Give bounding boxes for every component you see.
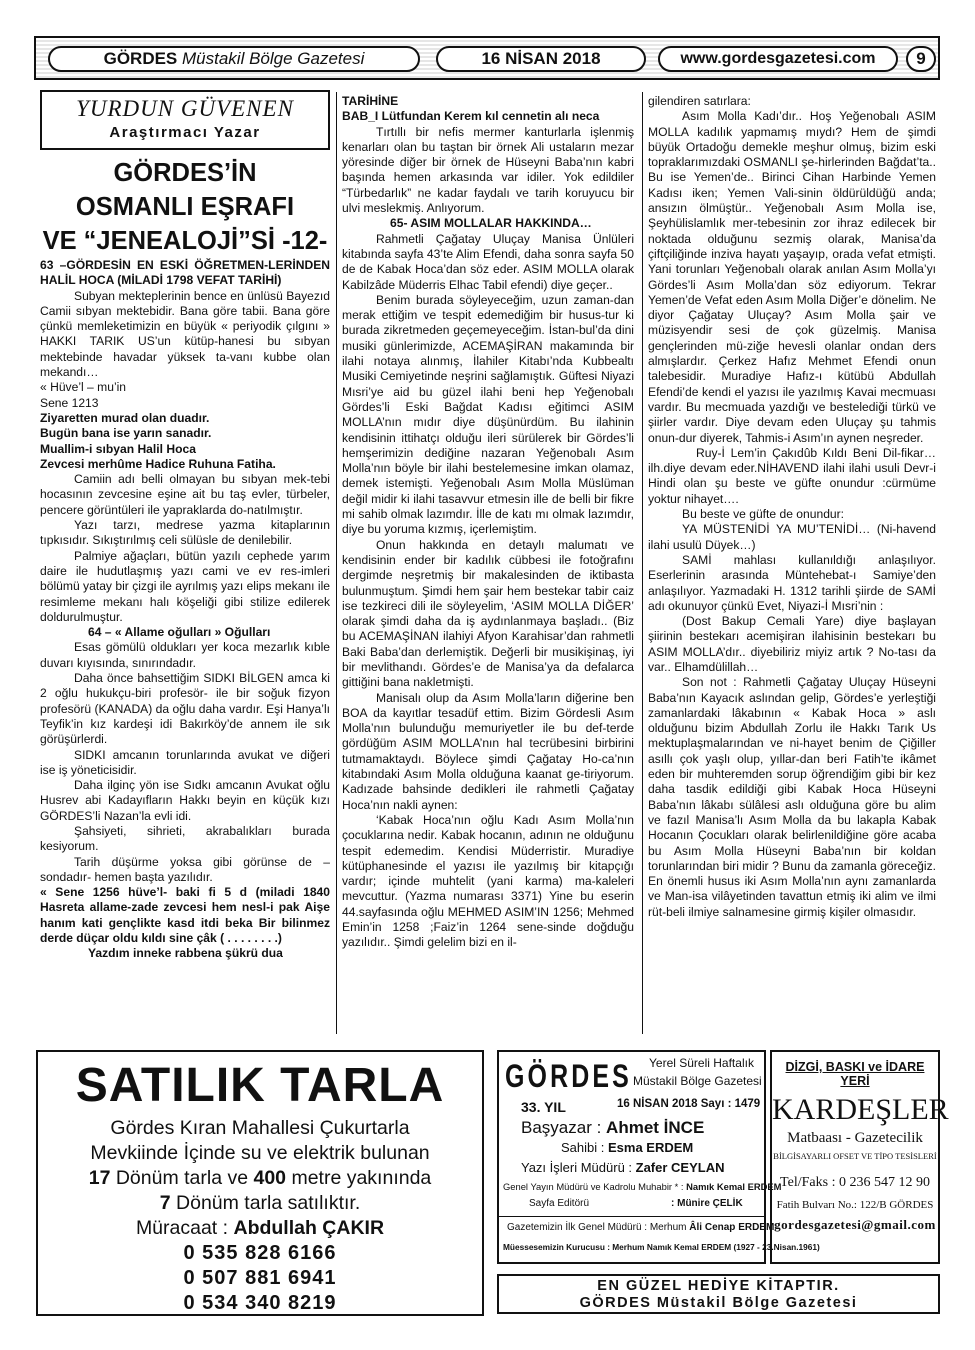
printer-tel[interactable]: Tel/Faks : 0 236 547 12 90 <box>780 1175 930 1190</box>
paragraph: Onun hakkında en detaylı malumatı ve kendisinin ender bir kadılık cübbesi ile fotoğrafını dergimde neşretmiş bir makalesinden de iktibasta bulunmuştum. Şimdi hem şair hem bestekar tabir caiz ise tezkireci dili ile söyleyelim, ‘ASIM MOLLA DİĞER’ olarak şimdi daha da iş aydınlanmaya başladı.. (Biz bu ACEMAŞİNAN ilahiyi Afyon Karahisar’dan rahmetli Baki Baba’dan derlemiştik. Değerli bir musikişinaş, iyi bir mevlithandı. Gördes’e de Manisa’ya da defalarca gittiğini bana nakletmişti. <box>342 537 634 690</box>
paragraph: YA MÜSTENİDİ YA MU’TENİDİ… (Ni-havend ilahi usulü Düyek…) <box>648 522 936 552</box>
header-url[interactable]: www.gordesgazetesi.com <box>658 46 898 72</box>
printer-label: DİZGİ, BASKI ve İDARE YERİ <box>785 1060 925 1088</box>
ad-line: 7 Dönüm tarla satılıktır. <box>159 1192 361 1214</box>
ad-phone[interactable]: 0 535 828 6166 <box>183 1242 337 1264</box>
paragraph: Zevcesi merhûme Hadice Ruhuna Fatiha. <box>40 456 276 471</box>
paragraph: Bu beste ve güfte de onundur: <box>682 507 845 522</box>
ad-title: SATILIK TARLA <box>75 1059 445 1112</box>
masthead-gm: Genel Yayın Müdürü ve Kadrolu Muhabir * : Namık Kemal ERDEM <box>503 1181 782 1192</box>
masthead-page-editor: : Münire ÇELİK <box>671 1198 743 1209</box>
article-column-2 <box>342 94 634 951</box>
article-column-3 <box>648 94 936 920</box>
paragraph: 64 – « Allame oğulları » Oğulları <box>88 625 271 640</box>
column-divider <box>336 92 337 1034</box>
masthead-name: GÖRDES <box>505 1058 632 1094</box>
masthead-date-issue: 16 NİSAN 2018 Sayı : 1479 <box>617 1098 761 1110</box>
printer-box <box>770 1050 949 1264</box>
paragraph: ‘Kabak Hoca’nın oğlu Kadı Asım Molla’nın çocuklarına nedir. Kabak hocanın, adının ne olduğunu tespit edemedim. Kendisi Müderristir. Muradiye kütüphanesinde el yazısı ile yazılmış bir kitapçığı vardır; içinde muhtelit (yani karma) ma-kaleleri mevcuttur. (Yazma numarası 3371) Yine bu eserin 44.sayfasında oğlu MEHMED ASIM’IN 1256; Mehmed Emin’in 1258 ;Faiz’in 1264 sene-sinde doğduğu yazılıdır.. Şimdi gelelim bizi en il- <box>342 812 634 950</box>
title-line-1: GÖRDES’İN <box>113 159 257 187</box>
paragraph: Ruy-İ Lem’in Çakıdûb Kıldı Beni Dil-fikar…ilh.diye devam eder.NİHAVEND ilahi ilahi usuli Devr-i Hindi olan şu beste ve güfte onundur :cürmüme yoktur nihayet…. <box>648 445 936 506</box>
footer-line-1: EN GÜZEL HEDİYE KİTAPTIR. <box>597 1278 840 1294</box>
ad-phone[interactable]: 0 507 881 6941 <box>183 1267 337 1289</box>
paragraph: TARİHİNE <box>342 94 399 108</box>
title-line-3: VE “JENEALOJİ”Sİ -12- <box>42 227 328 255</box>
masthead-founder: Müessesemizin Kurucusu : Merhum Namık Kemal ERDEM (1927 - 23.Nisan.1961) <box>503 1242 820 1252</box>
paragraph: Son not : Rahmetli Çağatay Uluçay Hüseyni Baba’nın Kayacık aslından gelip, Gördes’e yerleştiği zamanlardaki lâkabının « Kabak Hoca » aslı olduğunu bizim Abdullah Zorlu ile Hakkı Tarık Us mektuplaşmalarından ve ni-hayet benim de Çiğiller asıllı çok yaşlı olup, yıllar-dan beri Fatih’te ikâmet eden bir muhteremden sorup öğrendiğim gibi bir kez daha tasdik edildiği gibi Kabak Hoca Hüseyni Baba’nın lâkabı sülâlesi aslı olduğuna göre bu alim ve fazıl Manisa’lı Asım Molla da bu lakapla Kabak Hocanın Çocukları olarak belirlenildiğine göre acaba bu Asım Molla Hüseyni Baba’nın bir koldan torunlarından biri midir ? Bunu da zamanla göreceğiz. En önemli husus iki Asım Molla’nın aynı zamanlarda ve Man-isa vilâyetinden tavattun etmiş iki alim ve ilmi rüt-beli ilmiye salnamesine girmiş kişiler olmasıdır. <box>648 675 936 919</box>
masthead <box>497 1050 820 1264</box>
paragraph: Benim burada söyleyeceğim, uzun zaman-dan merak ettiğim ve tespit edemediğim bir husus-tur ki burada zikretmeden geçemeyeceğim. İstan-bul’da dini musiki günlerimizde, ACEMAŞİRAN makamında bir ilahi notaya alınmış, İlahiler Kitabı’nda Kubbealtı Musiki Cemiyetinde neşrini sağlamıştık. Güftesi Niyazi Mısri’ye aid bu güzel ilahi beni hep Yeğenobalı Gördes’li Eski Bağdat Kadısı eğitimci ASIM MOLLA’nın mıdır diye düşünürdüm. Bu ilahinin kendisinin ittihatçı olduğu ileri sürülerek bir Gördes’li hemşerimizin dediğine nazaran Yeğenobalı Asım Molla’nın böyle bir ilahi bestelemesine imkan olamaz, demek istemişti. Yeğenobalı Asım Molla Müslüman değil midir ki ilahi tasavvur etmesin ille de belli bir fikre mi sahib olmak lazımdır. İlle de katı mı olmak lazımdır, diye bu yoruma kızmış, içerlemiştim. <box>342 292 634 537</box>
printer-email[interactable]: gordesgazetesi@gmail.com <box>774 1217 936 1232</box>
header-date: 16 NİSAN 2018 <box>436 46 646 72</box>
paragraph: Tırtıllı bir nefis mermer kanturlarla işlenmiş kenarları olan bu taştan bir örnek Ali ustaların mezar yöresinde diğer bir örnek de Hüseyni Baba’nın kabri başında hemen arkasında var idiler. Yok edildiler “Türbedarlık” ne kadar faydalı ve tarih koruyucu bir ulvi meslekmiş. Anlıyorum. <box>342 124 634 216</box>
paragraph: Bugün bana ise yarın sanadır. <box>40 426 212 441</box>
paragraph: 65- ASIM MOLLALAR HAKKINDA… <box>390 216 592 231</box>
paragraph: Esas gömülü oldukları yer koca mezarlık kıble duvarı kıyısında, sınırındadır. <box>40 640 330 670</box>
masthead-tag1: Yerel Süreli Haftalık <box>649 1056 754 1070</box>
paragraph: BAB_I Lütfundan Kerem kıl cennetin alı neca <box>342 109 600 124</box>
paragraph: Şahsiyeti, sihrieti, akrabalıkları burada kesiyorum. <box>40 823 330 854</box>
paragraph: Palmiye ağaçları, bütün yazılı cephede yarım daire ile hudutlaşmış yazı cami ve ev res-imleri bölümü yatay bir çizgi ile ayrılmış yazı elips mekanı ile resimleme mekanı halı köşeliği gibi stilize edilerek doldurulmuştur. <box>40 548 330 624</box>
paragraph: Yazı tarzı, medrese yazma kitaplarının tıpkısıdır. Sıkıştırılmış celi sülüsle de denilebilir. <box>40 518 330 548</box>
column-divider <box>642 92 643 1034</box>
footer-banner <box>497 1274 940 1314</box>
paragraph: SIDKI amcanın torunlarında avukat ve diğeri ise iş yöneticisidir. <box>40 747 330 777</box>
ad-line: 17 Dönüm tarla ve 400 metre yakınında <box>88 1167 432 1189</box>
ad-phone[interactable]: 0 534 340 8219 <box>183 1292 337 1314</box>
printer-name: KARDEŞLER <box>772 1093 949 1126</box>
paragraph: Manisalı olup da Asım Molla’ların diğerine ben BOA da kayıtlar tesadüf ettim. Bizim Gördesli Asım Molla’nın bulunduğu memuriyetler ile bu def-terde gördüğüm ASIM MOLLA’nın hal tecrübesini birbirini tutmamaktaydı. Böylece şimdi Çağatay Ho-ca’nın kitabındaki Asım Molla olduğuna kaanat ge-tiriyorum. Kadızade bahsinde dedikleri ile rahmetli Çağatay Hoca’nın nakli aynen: <box>342 690 634 812</box>
page-number: 9 <box>906 46 936 72</box>
masthead-tag2: Müstakil Bölge Gazetesi <box>633 1074 762 1088</box>
paragraph: Sene 1213 <box>40 395 99 410</box>
paragraph: gilendiren satırlara: <box>648 94 751 108</box>
masthead-manager: Yazı İşleri Müdürü : Zafer CEYLAN <box>521 1160 725 1175</box>
paragraph: Ziyaretten murad olan duadır. <box>40 410 210 425</box>
paragraph: (Dost Bakup Cemali Yare) diye başlayan şiirinin bestekarı acemişiran ilahisinin bestekarı bu ASIM MOLLA’dır.. diyebiliriz miyiz artık ? No-tası da var.. Elhamdülillah… <box>648 614 936 674</box>
masthead-first-gm: Gazetemizin İlk Genel Müdürü : Merhum Âli Cenap ERDEM <box>507 1222 775 1233</box>
paragraph: Daha ilginç yön ise Sıdkı amcanın Avukat oğlu Husrev abi Kadayıfların Hakkı beyin en küçük kızı GÖRDES’li Nazan’la evli idi. <box>40 778 330 823</box>
page-header <box>34 36 940 80</box>
masthead-divider <box>499 1216 764 1217</box>
paragraph: « Sene 1256 hüve’l- baki fi 5 d (miladi 1840 Hasreta allame-zade zevcesi hem nesl-i pak Aişe hanım kati gençlikte kasd itdi beka Bir bilinmez derde düçar oldu kıldı sine çâk ( . . . . . . . .) <box>40 885 330 946</box>
paragraph: Muallim-i sıbyan Halil Hoca <box>40 441 196 456</box>
masthead-year: 33. YIL <box>521 1099 566 1115</box>
footer-line-2: GÖRDES Müstakil Bölge Gazetesi <box>579 1295 858 1311</box>
printer-address: Fatih Bulvarı No.: 122/B GÖRDES <box>776 1199 934 1211</box>
paragraph: Yazdım inneke rabbena şükrü dua <box>88 946 283 961</box>
printer-sub: Matbaası - Gazetecilik <box>787 1130 923 1146</box>
paragraph: Tarih düşürme yoksa gibi görünse de – sondadır- hemen başta yazılıdır. <box>40 854 330 884</box>
title-line-2: OSMANLI EŞRAFI <box>75 193 295 221</box>
masthead-page-editor-label: Sayfa Editörü <box>529 1198 590 1209</box>
article-column-1 <box>40 258 330 962</box>
ad-contact: Müracaat : Abdullah ÇAKIR <box>135 1217 385 1239</box>
paragraph: Asım Molla Kadı’dır.. Hoş Yeğenobalı ASIM MOLLA kadılık yapmamış mıydı? Hem de şimdi büyük Ortadoğu demekle meşhur olmuş, bizim eski topraklarımızdaki OSMANLI şe-hirlerinden Bağdat’ta.. Bu ise Yemen’de.. Birinci Cihan Harbinde Yemen Kadısı iken; Yemen Vali-sinin öldürüldüğü anda; ansızın ölmüştür.. Yeğenobalı Asım Molla ise, Şeyhülislamlık mer-tebesinin zor ihraz edilecek bir noktada olduğunu sezmiş olarak, Manisa’da çiftçiliğinde inziva hayatı yaşayıp, orada vefat etmişti. Yani torunları Yeğenobalı olarak anılan Asım Molla’yı Gördes’li Asım Molla’dan söz ediyorum. Tekrar Yemen’de Vefat eden Asım Molla Diğer’e dönelim. Ne diyor Çağatay Uluçay? Asım Molla şair ve müzisyendir sesi de çok güzelmiş. Manisa gençlerinden mü-ziğe hevesli olanlar ondan ders almışlardır. Çerkez Hafız Mehmet Efendi onun talebesidir. Muradiye Hafız-ı kütübü Abdullah Efendi’de kendi el yazısı ile yazılmış Kavai mecmuası vardır. Bu mecmuada yazdığı ve bestelediği türkü ve şiirler vardır. Diye devam eden Uluçay şu tahmis onun-dur diyerek, Tahmis-i Asım’ın aynen neşreder. <box>648 109 936 445</box>
paragraph: Daha önce bahsettiğim SIDKI BİLGEN amca ki 2 oğlu hukukçu-biri profesör- ile bir soğuk fizyon profesörü (KANADA) da oğlu daha vardır. Eşi Hanya’lı Teyfik’in kız kardeşi idi Bakırköy’de annem ile sık görüşürlerdi. <box>40 671 330 747</box>
byline <box>40 90 330 150</box>
ad-line: Gördes Kıran Mahallesi Çukurtarla <box>110 1117 410 1139</box>
header-subtitle: Müstakil Bölge Gazetesi <box>182 49 365 68</box>
paragraph: « Hüve’l – mu’in <box>40 380 127 395</box>
article-title <box>40 156 330 258</box>
ad-line: Mevkiinde İçinde su ve elektrik bulunan <box>90 1142 430 1164</box>
masthead-editor: Başyazar : Ahmet İNCE <box>521 1118 705 1137</box>
byline-logo <box>40 90 330 150</box>
paragraph: 63 –GÖRDESİN EN ESKİ ÖĞRETMEN-LERİNDEN HALİL HOCA (MİLADİ 1798 VEFAT TARİHİ) <box>40 258 330 288</box>
masthead-owner: Sahibi : Esma ERDEM <box>561 1140 694 1155</box>
paragraph: Subyan mekteplerinin bence en ünlüsü Bayezıd Camii sıbyan mektebidir. Bana göre tabii. Bana göre çünkü memleketimizin en büyük « periyodik çılgını » HAKKI TARIK US’un kütüp-hanesi bu sıbyan mektebinde havadar yüksek ta-vanı kubbe olan mekandı… <box>40 288 330 380</box>
byline-role: Araştırmacı Yazar <box>109 124 261 141</box>
paragraph: SAMİ mahlası kullanıldığı anlaşılıyor. Eserlerinin arasında Müntehebat-ı Samiye’den anlaşılıyor. Yazmadaki H. 1312 tarihli şiirde de SAMİ adı okunuyor çünkü Evet, Niyazi-İ Mısri’nin : <box>648 552 936 613</box>
header-paper: GÖRDES <box>103 49 178 68</box>
paragraph: Rahmetli Çağatay Uluçay Manisa Ünlüleri kitabında sayfa 43’te Alim Efendi, daha sonra sayfa 50 de de Kabak Hoca’dan söz eder. ASIM MOLLA olarak Kabilzâde Müderris Elhac Tabil efendi) diye geçer.. <box>342 231 634 292</box>
byline-name: YURDUN GÜVENEN <box>76 96 294 121</box>
header-paper-name <box>48 46 420 72</box>
paragraph: Camiin adı belli olmayan bu sıbyan mek-tebi hocasının zevcesine eşine ait bu taş evler, türbeler, pencere görüntüleri ile yapraklarda do-natılmıştır. <box>40 472 330 517</box>
printer-sub2: BİLGİSAYARLI OFSET VE TİPO TESİSLERİ <box>773 1151 937 1161</box>
classified-ad <box>36 1050 484 1316</box>
